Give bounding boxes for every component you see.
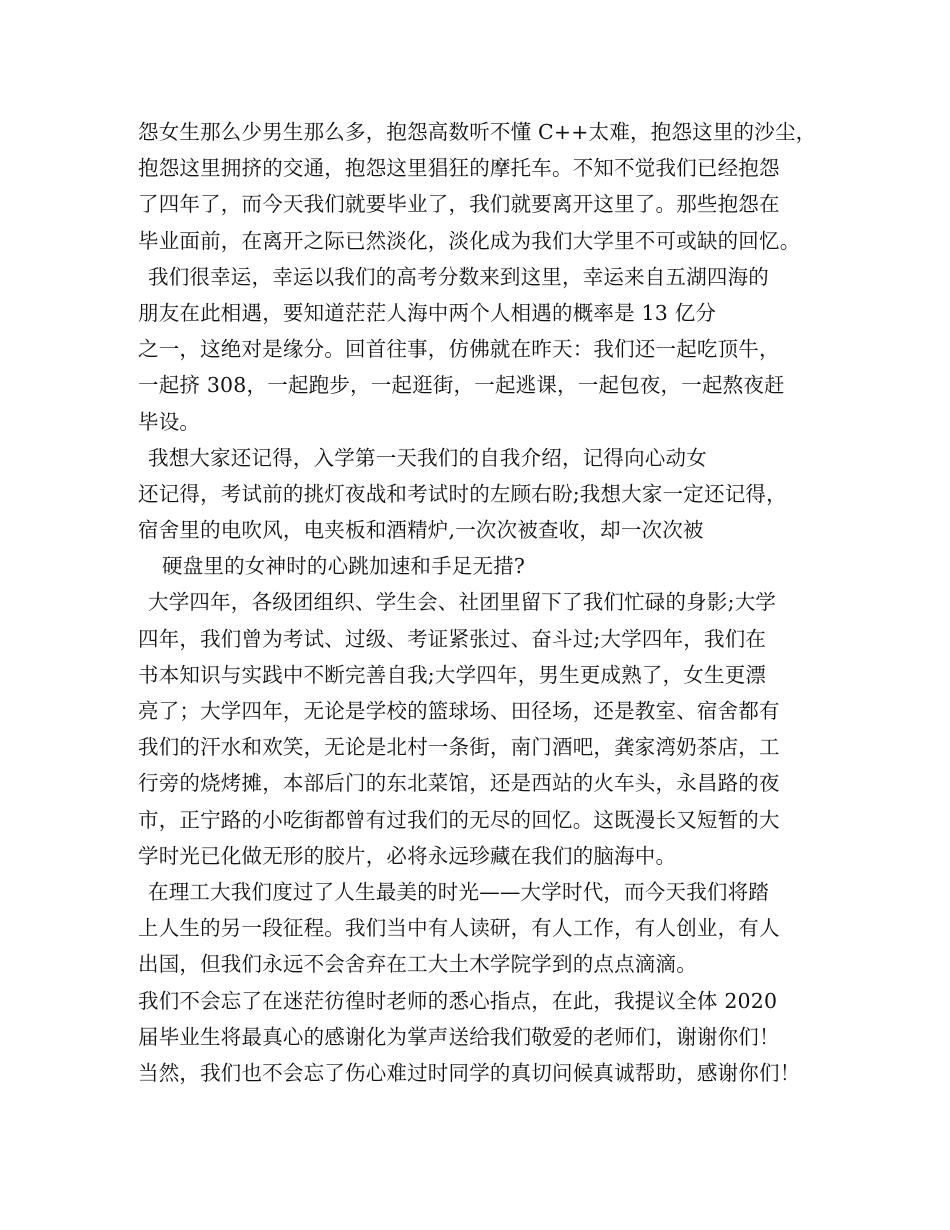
text-line: 行旁的烧烤摊，本部后门的东北菜馆，还是西站的火车头，永昌路的夜: [138, 771, 780, 796]
text-line: 我想大家还记得，入学第一天我们的自我介绍，记得向心动女: [148, 445, 707, 470]
text-line: 市，正宁路的小吃街都曾有过我们的无尽的回忆。这既漫长又短暂的大: [138, 807, 780, 832]
text-line: 我们不会忘了在迷茫彷徨时老师的悉心指点，在此，我提议全体 2020: [138, 988, 778, 1013]
text-line: 毕业面前，在离开之际已然淡化，淡化成为我们大学里不可或缺的回忆。: [138, 228, 801, 253]
text-line: 我们很幸运，幸运以我们的高考分数来到这里，幸运来自五湖四海的: [148, 264, 769, 289]
text-line: 在理工大我们度过了人生最美的时光——大学时代，而今天我们将踏: [148, 879, 769, 904]
document-body: [138, 114, 838, 1091]
text-line: 朋友在此相遇，要知道茫茫人海中两个人相遇的概率是 13 亿分: [138, 300, 717, 325]
text-line: 我们的汗水和欢笑，无论是北村一条街，南门酒吧，龚家湾奶茶店，工: [138, 735, 780, 760]
text-line: 出国，但我们永远不会舍弃在工大土木学院学到的点点滴滴。: [138, 952, 697, 977]
text-line: 大学四年，各级团组织、学生会、社团里留下了我们忙碌的身影;大学: [148, 590, 777, 615]
text-line: 之一，这绝对是缘分。回首往事，仿佛就在昨天：我们还一起吃顶牛，: [138, 337, 780, 362]
text-line: 了四年了，而今天我们就要毕业了，我们就要离开这里了。那些抱怨在: [138, 192, 780, 217]
text-line: 硬盘里的女神时的心跳加速和手足无措?: [162, 554, 526, 579]
text-line: 还记得，考试前的挑灯夜战和考试时的左顾右盼;我想大家一定还记得，: [138, 481, 787, 506]
text-line: 四年，我们曾为考试、过级、考证紧张过、奋斗过;大学四年，我们在: [138, 626, 767, 651]
text-line: 一起挤 308，一起跑步，一起逛街，一起逃课，一起包夜，一起熬夜赶: [138, 373, 785, 398]
text-line: 抱怨这里拥挤的交通，抱怨这里猖狂的摩托车。不知不觉我们已经抱怨: [138, 156, 780, 181]
text-line: 书本知识与实践中不断完善自我;大学四年，男生更成熟了，女生更漂: [138, 662, 767, 687]
text-line: 上人生的另一段征程。我们当中有人读研，有人工作，有人创业，有人: [138, 916, 780, 941]
text-line: 毕设。: [138, 409, 201, 434]
text-line: 怨女生那么少男生那么多，抱怨高数听不懂 C++太难，抱怨这里的沙尘，: [138, 120, 817, 144]
text-line: 当然，我们也不会忘了伤心难过时同学的真切问候真诚帮助，感谢你们！: [138, 1060, 801, 1085]
text-line: 宿舍里的电吹风，电夹板和酒精炉,一次次被查收，却一次次被: [138, 518, 704, 543]
text-line: 学时光已化做无形的胶片，必将永远珍藏在我们的脑海中。: [138, 843, 677, 868]
text-line: 届毕业生将最真心的感谢化为掌声送给我们敬爱的老师们，谢谢你们！: [138, 1024, 780, 1049]
text-line: 亮了；大学四年，无论是学校的篮球场、田径场，还是教室、宿舍都有: [138, 699, 780, 723]
